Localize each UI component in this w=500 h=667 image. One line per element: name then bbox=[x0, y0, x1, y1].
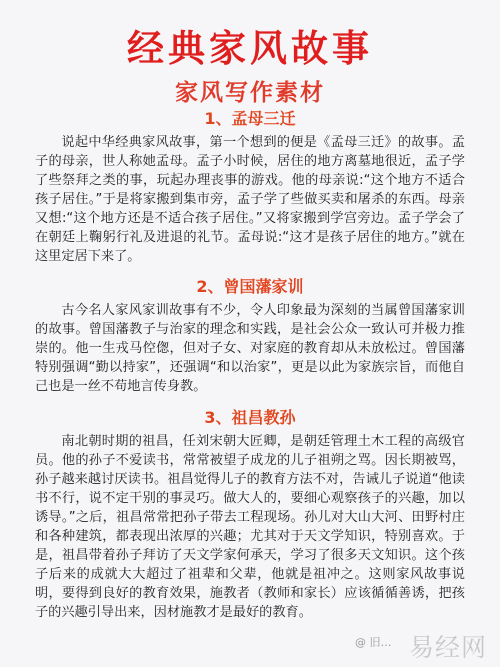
source-text: @ 旧… bbox=[355, 636, 392, 649]
section-body: 说起中华经典家风故事，第一个想到的便是《孟母三迁》的故事。孟子的母亲，世人称她孟母。孟子小时候，居住的地方离墓地很近，孟子学了些祭拜之类的事，玩起办理丧事的游戏。他的母亲说:“这个地方不适合孩子居住。”于是将家搬到集市旁，孟子学了些做买卖和屠杀的东西。母亲又想:“这个地方还是不适合孩子居住。”又将家搬到学宫旁边。孟子学会了在朝廷上鞠躬行礼及进退的礼节。孟母说:“这才是孩子居住的地方。”就在这里定居下来了。 bbox=[35, 135, 465, 264]
section-body: 古今名人家风家训故事有不少，令人印象最为深刻的当属曾国藩家训的故事。曾国藩教子与治家的理念和实践，是社会公众一致认可并极力推崇的。他一生戎马倥偬，但对子女、对家庭的教育却从未放松过。曾国藩特别强调“勤以持家”，还强调“和以治家”，更是以此为家族宗旨，而他自己也是一丝不苟地言传身教。 bbox=[35, 303, 465, 394]
site-watermark: 易经网 bbox=[409, 633, 488, 662]
source-credit bbox=[355, 634, 392, 650]
story-section-3 bbox=[35, 405, 465, 622]
page-subtitle: 家风写作素材 bbox=[175, 80, 325, 106]
section-heading: 2、曾国藩家训 bbox=[196, 277, 304, 296]
section-body: 南北朝时期的祖昌，任刘宋朝大匠卿，是朝廷管理土木工程的高级官员。他的孙子不爱读书，常常被望子成龙的儿子祖朔之骂。因长期被骂，孙子越来越讨厌读书。祖昌觉得儿子的教育方法不对，告诫儿子说道“他读书不行，说不定干别的事灵巧。做大人的，要细心观察孩子的兴趣，加以诱导。”之后，祖昌常常把孙子带去工程现场。孙儿对大山大河、田野村庄和各种建筑，都表现出浓厚的兴趣；尤其对于天文学知识，特别喜欢。于是，祖昌带着孙子拜访了天文学家何承天，学习了很多天文知识。这个孩子后来的成就大大超过了祖辈和父辈，他就是祖冲之。这则家风故事说明，要得到良好的教育效果，施教者（教师和家长）应该循循善诱，把孩子的兴趣引导出来，因材施教才是最好的教育。 bbox=[35, 434, 465, 620]
story-section-2 bbox=[35, 274, 465, 396]
section-heading: 1、孟母三迁 bbox=[204, 109, 296, 128]
section-heading: 3、祖昌教孙 bbox=[204, 408, 296, 427]
page-title: 经典家风故事 bbox=[127, 27, 373, 70]
story-section-1 bbox=[35, 106, 465, 266]
